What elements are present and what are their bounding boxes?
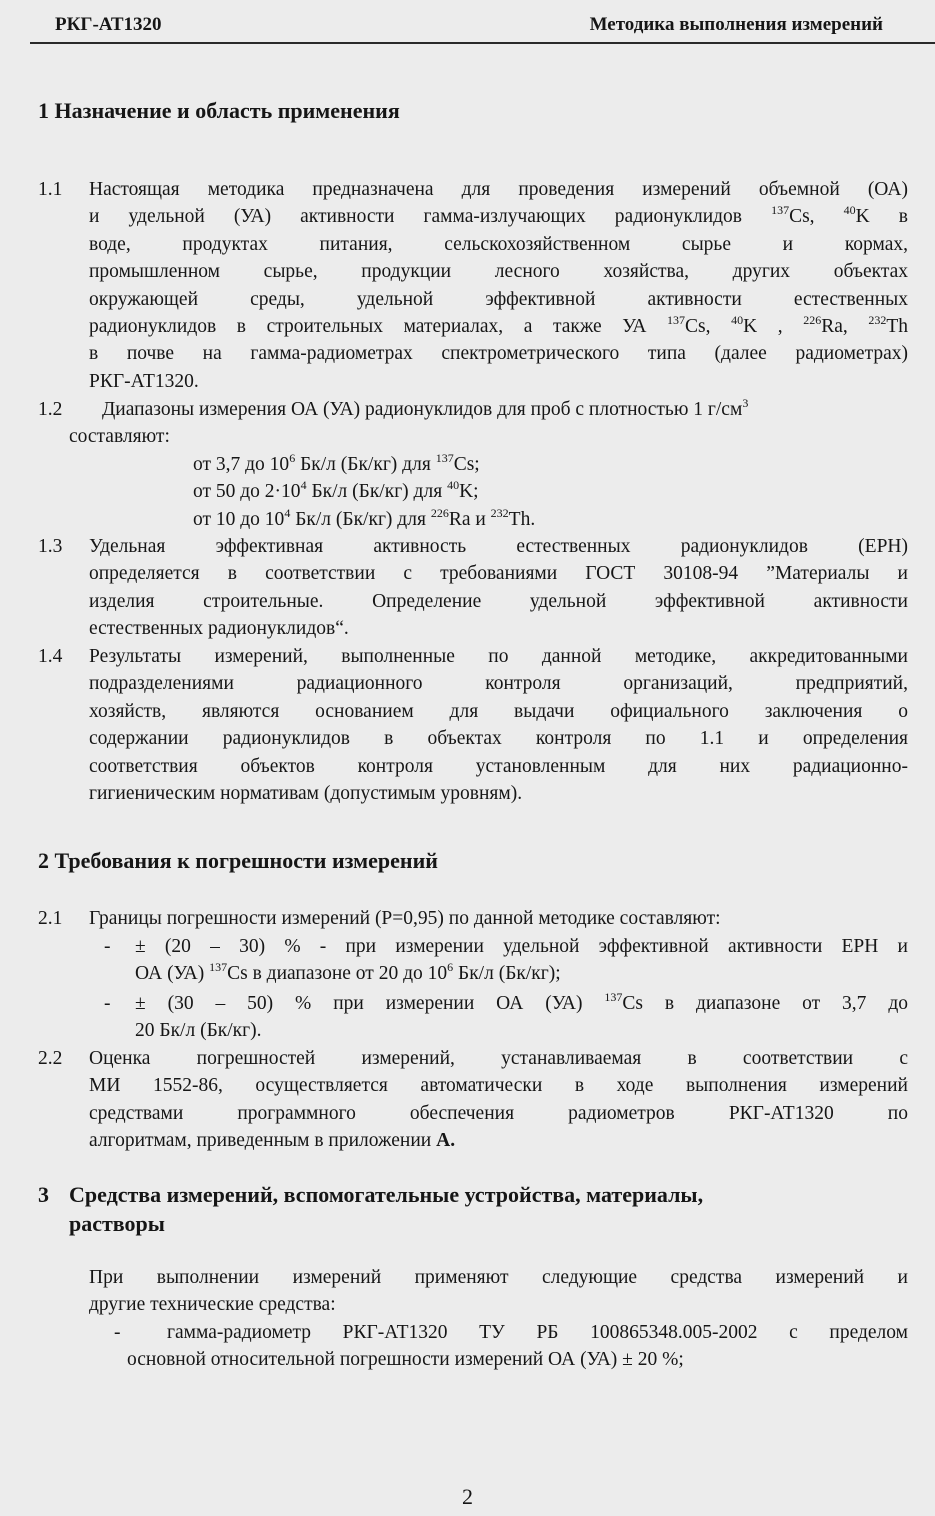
clause-1-4-line: содержании радионуклидов в объектах контроля по 1.1 и определения (89, 728, 908, 750)
bullet-line: основной относительной погрешности измерений ОА (УА) ± 20 %; (127, 1349, 684, 1371)
range-cs137: от 3,7 до $10^6$ Бк/л (Бк/кг) для $^{137}$Cs; (193, 451, 480, 475)
clause-2-2-line: алгоритмам, приведенным в приложении А. (89, 1130, 456, 1152)
clause-1-1-line: окружающей среды, удельной эффективной активности естественных (89, 288, 908, 310)
section-3-number: 3 (38, 1182, 49, 1207)
clause-2-2-line: Оценка погрешностей измерений, устанавливаемая в соответствии с (89, 1048, 908, 1069)
bullet-line: ± (20 – 30) % - при измерении удельной эффективной активности ЕРН и (135, 936, 908, 957)
section-1-title: 1 Назначение и область применения (38, 98, 400, 123)
clause-1-2-line-2: составляют: (69, 426, 170, 447)
header-rule (30, 42, 935, 44)
bullet-line: гамма-радиометр РКГ-АТ1320 ТУ РБ 100865348.005-2002 с пределом (167, 1322, 908, 1343)
clause-1-4-number: 1.4 (38, 646, 63, 667)
clause-1-3-text (89, 533, 908, 643)
clause-2-2-line: МИ 1552-86, осуществляется автоматически в ходе выполнения измерений (89, 1075, 908, 1097)
section-3-intro (89, 1264, 908, 1319)
clause-1-3-line: Удельная эффективная активность естественных радионуклидов (ЕРН) (89, 536, 908, 557)
clause-1-4-line: хозяйств, являются основанием для выдачи официального заключения о (89, 700, 908, 722)
bullet-line: ОА (УА) $^{137}$Cs в диапазоне от 20 до $10^6$ Бк/л (Бк/кг); (135, 960, 561, 985)
bullet-dash: - (104, 993, 111, 1014)
clause-2-1-bullet-2 (135, 990, 908, 1045)
bullet-line: 20 Бк/л (Бк/кг). (135, 1020, 262, 1042)
clause-2-2-text (89, 1045, 908, 1155)
clause-1-4-text (89, 643, 908, 807)
clause-2-1-line-1: Границы погрешности измерений (Р=0,95) по данной методике составляют: (89, 908, 721, 929)
clause-1-4-line: Результаты измерений, выполненные по данной методике, аккредитованными (89, 646, 908, 667)
clause-1-3-line: естественных радионуклидов“. (89, 618, 349, 640)
bullet-dash: - (104, 936, 111, 957)
clause-1-2-line-1: Диапазоны измерения ОА (УА) радионуклидов для проб с плотностью 1 $г/см^3$ (102, 396, 749, 420)
intro-line: другие технические средства: (89, 1294, 336, 1316)
range-ra226-th232: от 10 до $10^4$ Бк/л (Бк/кг) для $^{226}$Ra и $^{232}$Th. (193, 506, 536, 530)
clause-1-4-line: гигиеническим нормативам (допустимым уровням). (89, 783, 523, 805)
bullet-line: ± (30 – 50) % при измерении ОА (УА) $^{137}$Cs в диапазоне от 3,7 до (135, 990, 908, 1014)
clause-1-3-number: 1.3 (38, 536, 63, 557)
bullet-dash: - (114, 1322, 121, 1343)
clause-2-1-number: 2.1 (38, 908, 63, 929)
section-3-bullet-1 (127, 1319, 908, 1374)
clause-1-1-number: 1.1 (38, 179, 63, 200)
intro-line: При выполнении измерений применяют следующие средства измерений и (89, 1267, 908, 1288)
clause-2-2-line: средствами программного обеспечения радиометров РКГ-АТ1320 по (89, 1102, 908, 1124)
clause-2-2-number: 2.2 (38, 1048, 63, 1069)
section-3-title-line-2: растворы (69, 1211, 165, 1236)
clause-1-2-number: 1.2 (38, 399, 63, 420)
clause-1-4-line: подразделениями радиационного контроля организаций, предприятий, (89, 673, 908, 695)
section-2-title: 2 Требования к погрешности измерений (38, 848, 438, 873)
section-3-title-line-1: Средства измерений, вспомогательные устройства, материалы, (69, 1182, 704, 1207)
clause-1-1-line: и удельной (УА) активности гамма-излучающих радионуклидов $^{137}$Cs, $^{40}$K в (89, 203, 908, 228)
clause-2-1-bullet-1 (135, 933, 908, 988)
clause-1-1-text (89, 176, 908, 395)
header-document-code: РКГ-АТ1320 (55, 14, 162, 35)
range-k40: от 50 до $2\cdot 10^4$ Бк/л (Бк/кг) для $^{40}$K; (193, 478, 479, 502)
clause-1-3-line: определяется в соответствии с требованиями ГОСТ 30108-94 ”Материалы и (89, 563, 908, 585)
clause-1-1-line: Настоящая методика предназначена для проведения измерений объемной (ОА) (89, 179, 908, 200)
clause-1-1-line: РКГ-АТ1320. (89, 370, 199, 392)
clause-1-1-line: в почве на гамма-радиометрах спектрометрического типа (далее радиометрах) (89, 343, 908, 365)
clause-1-1-line: радионуклидов в строительных материалах, а также УА $^{137}$Cs, $^{40}$K , $^{226}$Ra, $^{232}$Th (89, 313, 908, 338)
clause-1-3-line: изделия строительные. Определение удельной эффективной активности (89, 590, 908, 612)
header-document-title: Методика выполнения измерений (589, 14, 883, 35)
clause-1-1-line: промышленном сырье, продукции лесного хозяйства, других объектах (89, 261, 908, 283)
clause-1-4-line: соответствия объектов контроля установленным для них радиационно- (89, 755, 908, 777)
clause-1-1-line: воде, продуктах питания, сельскохозяйственном сырье и кормах, (89, 233, 908, 255)
page-number: 2 (462, 1484, 473, 1509)
